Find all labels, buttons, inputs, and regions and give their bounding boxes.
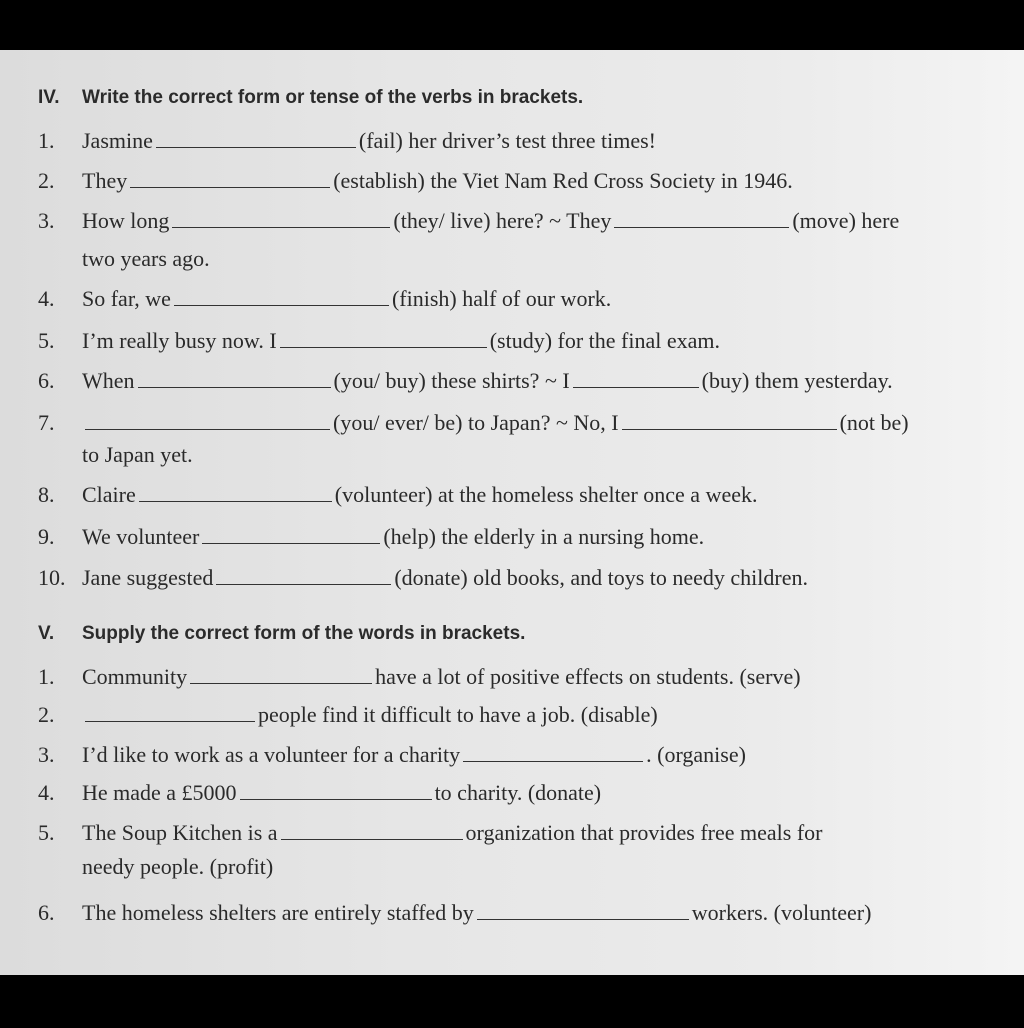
answer-blank[interactable] bbox=[463, 760, 643, 762]
answer-blank[interactable] bbox=[622, 428, 837, 430]
answer-blank[interactable] bbox=[240, 798, 432, 800]
answer-blank[interactable] bbox=[477, 918, 689, 920]
answer-blank[interactable] bbox=[130, 186, 330, 188]
answer-blank[interactable] bbox=[156, 146, 356, 148]
section-4-heading: IV. Write the correct form or tense of the verbs in brackets. bbox=[38, 87, 584, 108]
section-5-heading: V. Supply the correct form of the words in brackets. bbox=[38, 623, 526, 644]
answer-blank[interactable] bbox=[172, 226, 390, 228]
answer-blank[interactable] bbox=[280, 346, 487, 348]
answer-blank[interactable] bbox=[614, 226, 789, 228]
answer-blank[interactable] bbox=[138, 386, 331, 388]
answer-blank[interactable] bbox=[281, 838, 463, 840]
worksheet-page: IV. Write the correct form or tense of the verbs in brackets. 1. Jasmine (fail) her driver’s test three times! 2. They (establish) the Viet Nam Red Cross Society in 1946. 3. How long (they/ live) here? ~ They (move) here two years ago. 4. So far, we (finish) half of our work. 5. I’m really busy now. I (study) for the final exam. 6. When (you/ buy) these shirts? ~ I (buy) them yesterday. 7. (you/ ever/ be) to Japan? ~ No, I (not be) to Japan yet. 8. Claire (volunteer) at the homeless shelter once a week. 9. We volunteer (help) the elderly in a nursing home. 10. Jane suggested (donate) old books, and toys to needy children. V. Supply the correct form of the words in brackets. 1. Community have a lot of positive effects on students. (serve) 2. people find it difficult to have a job. (disable) 3. I’d like to work as a volunteer for a charity . (organise) 4. He made a £5000 to charity. (donate) 5. The Soup Kitchen is a organization that provides free meals for needy people. (profit) 6. The homeless shelters are entirely staffed by workers. (volunteer) bbox=[0, 50, 1024, 975]
answer-blank[interactable] bbox=[190, 682, 372, 684]
answer-blank[interactable] bbox=[202, 542, 380, 544]
answer-blank[interactable] bbox=[174, 304, 389, 306]
answer-blank[interactable] bbox=[85, 428, 330, 430]
answer-blank[interactable] bbox=[139, 500, 332, 502]
answer-blank[interactable] bbox=[85, 720, 255, 722]
answer-blank[interactable] bbox=[573, 386, 699, 388]
answer-blank[interactable] bbox=[216, 583, 391, 585]
